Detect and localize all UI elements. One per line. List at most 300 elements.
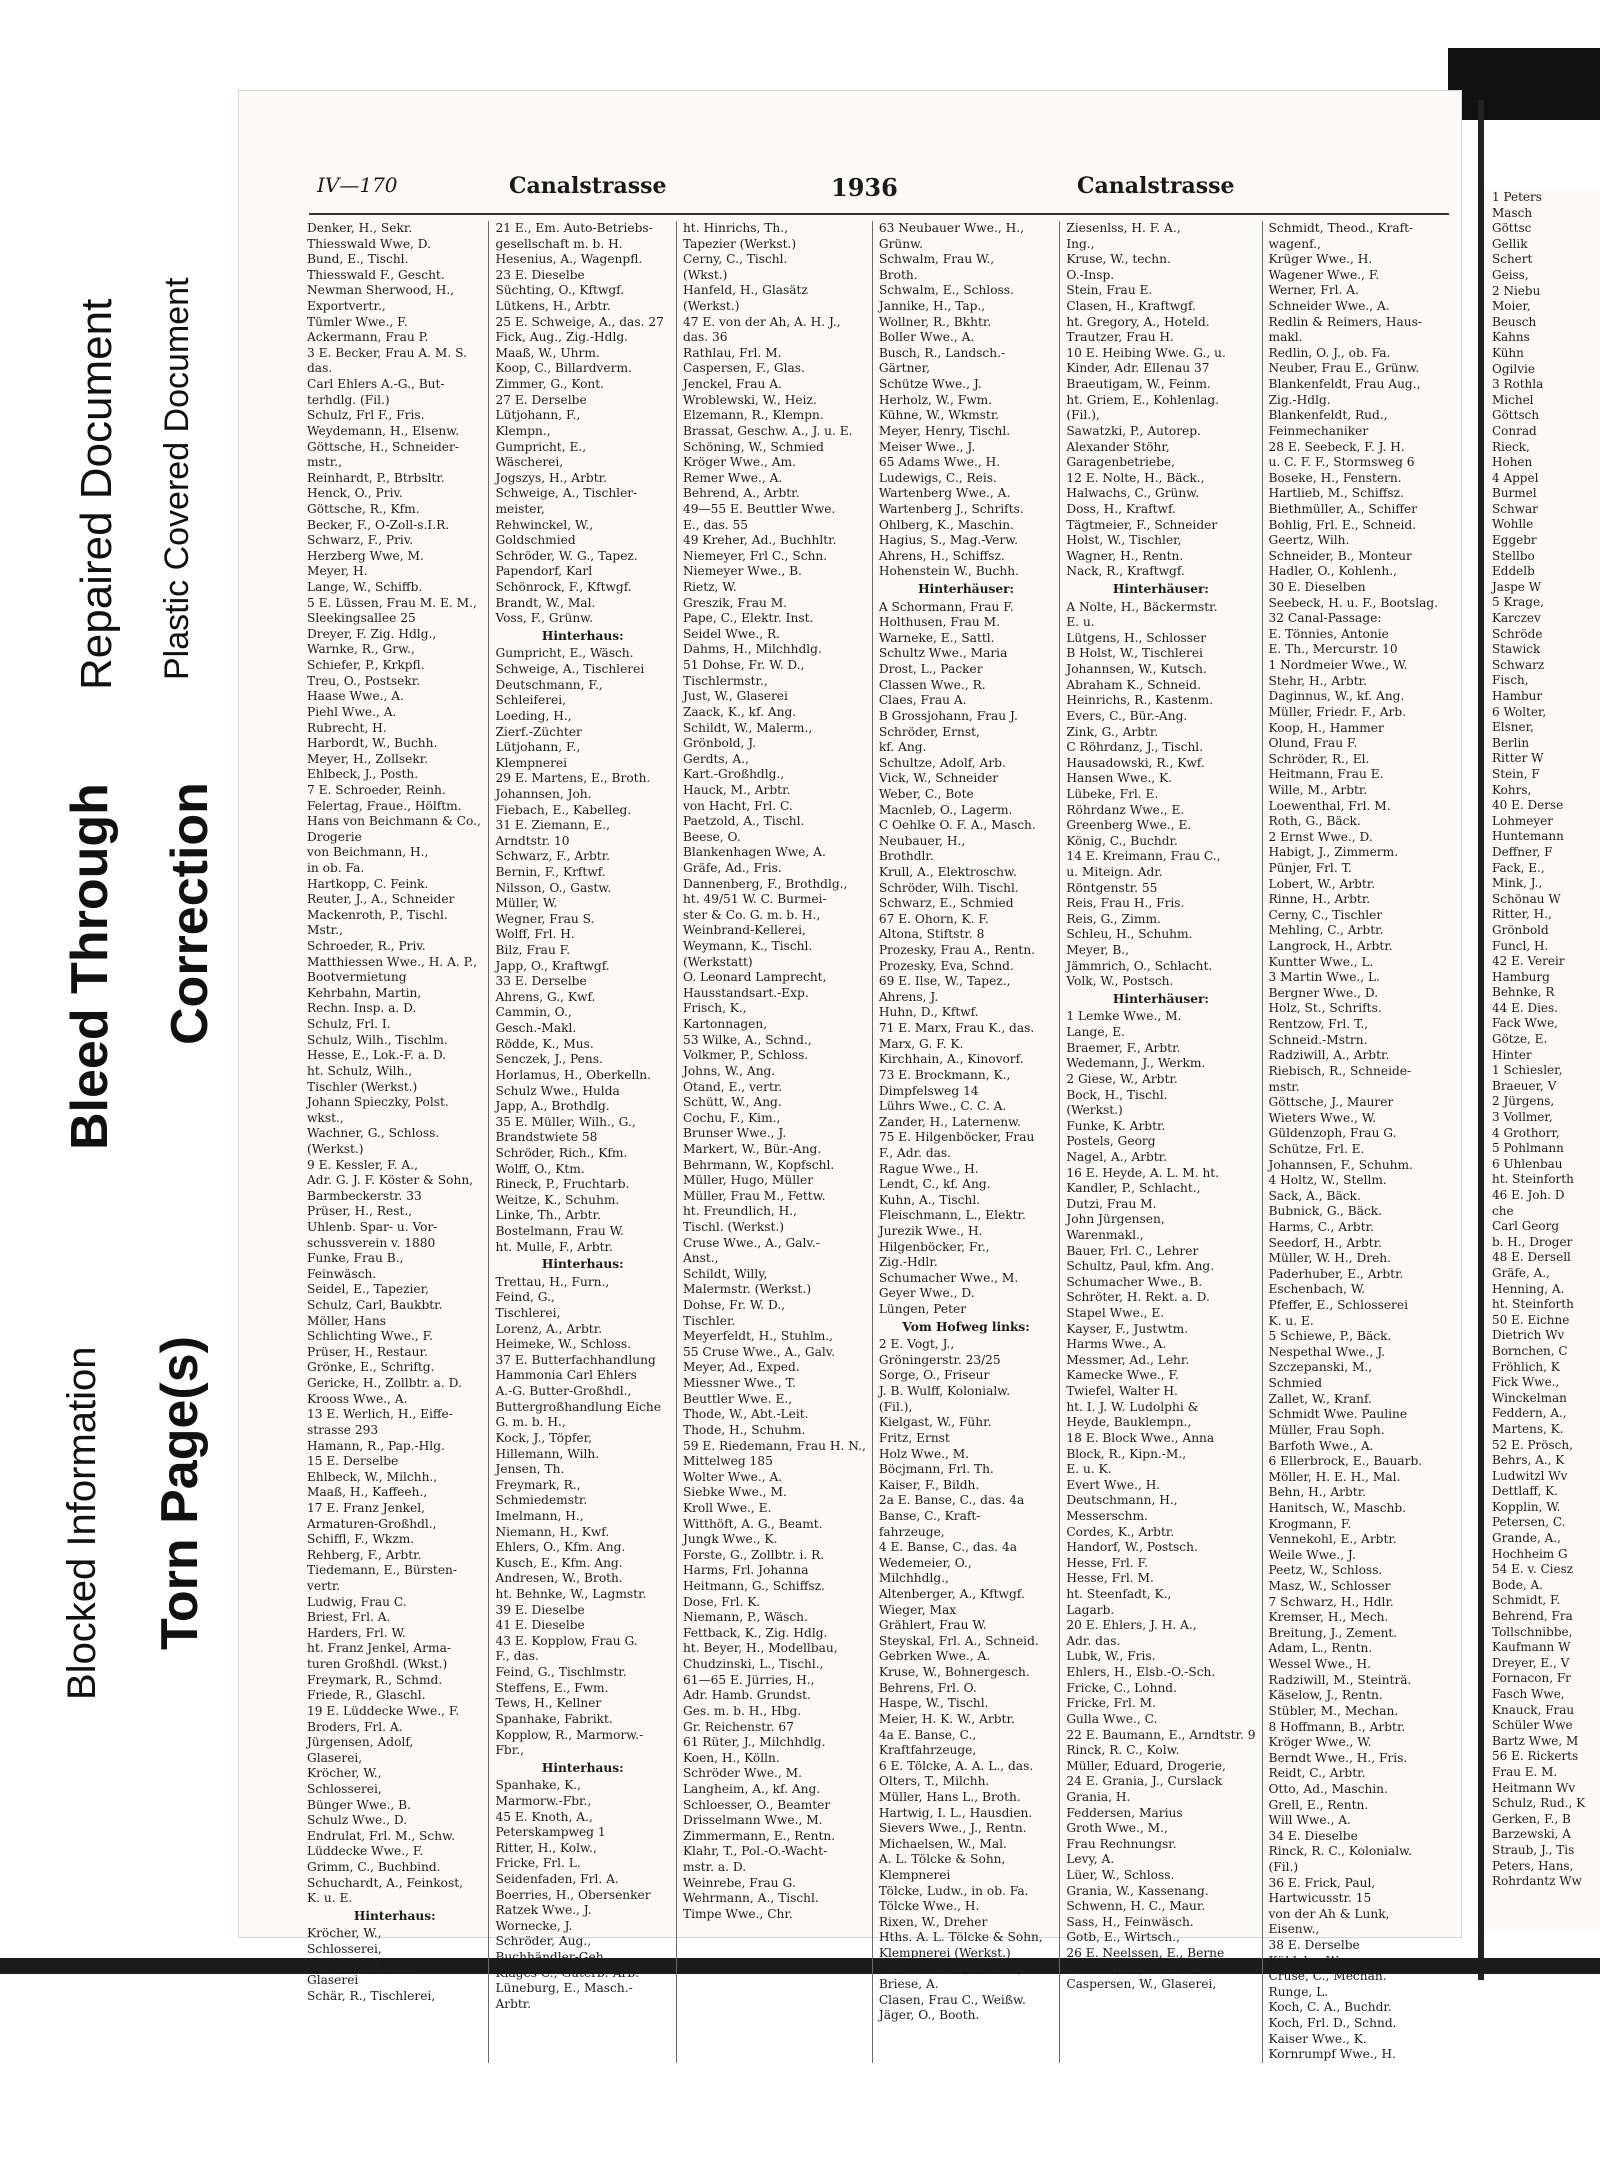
directory-entry: 22 E. Baumann, E., Arndtstr. 9 [1066,1727,1256,1742]
directory-entry: Ahrens, H., Schiffsz. [878,548,1005,563]
directory-entry: Hartkopp, C. Feink. [307,876,429,891]
adjacent-page-entry: Göttsch [1492,408,1540,423]
directory-entry: ster & Co. G. m. b. H., [682,907,821,922]
directory-entry: Klempn., [495,423,551,438]
adjacent-page-entry: Masch [1492,205,1533,220]
directory-entry: Tews, H., Kellner [495,1696,602,1711]
directory-entry: O. Leonard Lamprecht, [682,970,827,985]
directory-entry: Abraham K., Schneid. [1066,677,1201,692]
adjacent-page-entry: 4 Grothorr, [1492,1125,1560,1140]
directory-entry: Holz Wwe., M. [878,1446,970,1461]
directory-entry: Jenckel, Frau A. [682,377,782,392]
directory-entry: mstr., [307,455,342,470]
adjacent-page-entry: 2 Jürgens, [1492,1094,1555,1109]
adjacent-page-entry: Schwarz [1492,657,1545,672]
directory-entry: Hansen Wwe., K. [1066,771,1173,786]
directory-entry: Rubrecht, H. [307,720,387,735]
directory-entry: Wartenberg J., Schrifts. [878,501,1024,516]
adjacent-page-entry: Schönau W [1492,891,1561,906]
directory-entry: Käselow, J., Rentn. [1268,1688,1383,1703]
directory-entry: 3 E. Becker, Frau A. M. S. [307,345,467,360]
directory-entry: Busch, R., Landsch.- [878,345,1006,360]
directory-entry: Spanhake, K., [495,1778,582,1793]
directory-entry: 30 E. Dieselben [1268,580,1366,595]
directory-entry: 19 E. Lüddecke Wwe., F. [307,1703,460,1718]
directory-entry: Seidel Wwe., R. [682,626,781,641]
directory-entry: Lübeke, Frl. E. [1066,786,1159,801]
adjacent-page-entry: Fack, E., [1492,860,1545,875]
directory-entry: Langheim, A., kf. Ang. [682,1781,821,1796]
directory-entry: Andresen, W., Broth. [495,1571,623,1586]
directory-entry: Jensen, Th. [495,1462,565,1477]
directory-entry: Hanitsch, W., Maschb. [1268,1500,1407,1515]
directory-entry: Schneider Wwe., A. [1268,299,1390,314]
directory-entry: Steffens, E., Fwm. [495,1680,609,1695]
directory-entry: Geyer Wwe., D. [878,1286,975,1301]
directory-entry: Hadler, O., Kohlenh., [1268,564,1397,579]
street-name-left: Canalstrasse [509,173,667,199]
directory-entry: Hesse, E., Lok.-F. a. D. [307,1048,447,1063]
directory-entry: Müller, Friedr. F., Arb. [1268,704,1406,719]
directory-entry: Hagius, S., Mag.-Verw. [878,533,1019,548]
adjacent-page-entry: Winckelman [1492,1390,1567,1405]
adjacent-page-entry: Eggebr [1492,533,1537,548]
directory-entry: Sleekingsallee 25 [307,611,416,626]
directory-entry: Olters, T., Milchh. [878,1774,990,1789]
directory-entry: Imelmann, H., [495,1508,584,1523]
directory-entry: Volkmer, P., Schloss. [682,1048,809,1063]
directory-entry: Gotb, E., Wirtsch., [1066,1930,1180,1945]
directory-entry: Cochu, F., Kim., [682,1110,781,1125]
directory-entry: ht. Freundlich, H., [682,1204,798,1219]
directory-entry: Hinterhaus: [353,1908,436,1923]
directory-entry: Ing., [1066,236,1095,251]
directory-entry: Redlin & Reimers, Haus- [1268,314,1422,329]
directory-entry: Hesse, Frl. M. [1066,1571,1154,1586]
adjacent-page-entry: Berlin [1492,735,1530,750]
directory-entry: Nespethal Wwe., J. [1268,1344,1386,1359]
directory-entry: Warneke, E., Sattl. [878,630,995,645]
directory-entry: Süchting, O., Kftwgf. [495,283,625,298]
directory-entry: Müller, Hugo, Müller [682,1173,814,1188]
directory-entry: turen Großhdl. (Wkst.) [307,1657,448,1672]
directory-entry: Fricke, Frl. M. [1066,1696,1156,1711]
directory-entry: Grania, H. [1066,1789,1131,1804]
directory-entry: K. u. E. [307,1891,353,1906]
directory-entry: 65 Adams Wwe., H. [878,455,1001,470]
directory-entry: Ahrens, G., Kwf. [495,989,596,1004]
directory-entry: 3 Martin Wwe., L. [1268,970,1380,985]
directory-entry: 49 Kreher, Ad., Buchhltr. [682,533,837,548]
page-header [239,173,1461,207]
scanner-border-top [1448,48,1600,120]
directory-entry: Hohenstein W., Buchh. [878,564,1019,579]
directory-column [301,221,488,2063]
directory-entry: Seedorf, H., Arbtr. [1268,1235,1383,1250]
directory-entry: Timpe Wwe., Chr. [682,1906,793,1921]
directory-entry: Gr. Reichenstr. 67 [682,1719,794,1734]
directory-entry: Göttsche, H., Schneider- [307,439,459,454]
directory-entry: Neuber, Frau E., Grünw. [1268,361,1420,376]
directory-entry: Harms, Frl. Johanna [682,1563,809,1578]
directory-entry: Schulz, Wilh., Tischlm. [307,1032,448,1047]
directory-entry: Ehlbeck, W., Milchh., [307,1469,438,1484]
directory-entry: 12 E. Nolte, H., Bäck., [1066,470,1205,485]
directory-entry: Levy, A. [1066,1852,1115,1867]
directory-entry: Kusch, E., Kfm. Ang. [495,1555,623,1570]
directory-entry: Feind, G., Tischlmstr. [495,1665,627,1680]
directory-entry: Bund, E., Tischl. [307,252,409,267]
directory-entry: Heyde, Bauklempn., [1066,1415,1192,1430]
directory-entry: Zaack, K., kf. Ang. [682,704,797,719]
directory-entry: Wedemeier, O., [878,1555,972,1570]
adjacent-page-entry: Grönbold [1492,922,1549,937]
directory-entry: Schwarz, F., Arbtr. [495,849,611,864]
directory-entry: Ratzek Wwe., J. [495,1903,592,1918]
directory-entry: Bilz, Frau F. [495,943,571,958]
directory-entry: Dose, Frl. K. [682,1594,761,1609]
directory-entry: Sawatzki, P., Autorep. [1066,423,1201,438]
directory-entry: Lüneburg, E., Masch.- [495,1981,633,1996]
directory-entry: Trettau, H., Furn., [495,1274,610,1289]
adjacent-page-entry: Carl Georg [1492,1219,1560,1234]
adjacent-page-entry: Schulz, Rud., K [1492,1796,1586,1811]
directory-entry: Will Wwe., A. [1268,1813,1351,1828]
directory-entry: J. B. Wulff, Kolonialw. [878,1384,1011,1399]
directory-entry: B Holst, W., Tischlerei [1066,646,1203,661]
directory-entry: Zink, G., Arbtr. [1066,724,1159,739]
adjacent-page-entry: Beusch [1492,314,1537,329]
directory-entry: Wagener Wwe., F. [1268,267,1380,282]
directory-entry: Zimmer, G., Kont. [495,377,605,392]
adjacent-page-entry: Kohrs, [1492,782,1532,797]
directory-entry: 7 Schwarz, H., Hdlr. [1268,1594,1394,1609]
adjacent-page-entry: Rieck, [1492,439,1530,454]
adjacent-page-entry: Behrend, Fra [1492,1609,1573,1624]
directory-entry: (Fil.), [878,1399,913,1414]
directory-entry: Schär, R., Tischlerei, [307,1988,436,2003]
directory-entry: makl. [1268,330,1303,345]
directory-entry: F., das. [495,1649,539,1664]
directory-entry: Klahr, T., Pol.-O.-Wacht- [682,1844,828,1859]
directory-entry: Lütgens, H., Schlosser [1066,630,1207,645]
directory-entry: Ehlbeck, J., Posth. [307,767,419,782]
directory-entry: Rentzow, Frl. T., [1268,1017,1369,1032]
directory-entry: Prozesky, Eva, Schnd. [878,958,1014,973]
directory-entry: 9 E. Kessler, F. A., [307,1157,418,1172]
adjacent-page-entry: Gräfe, A., [1492,1265,1550,1280]
directory-entry: 18 E. Block Wwe., Anna [1066,1430,1215,1445]
directory-entry: Thiesswald F., Gescht. [307,267,445,282]
adjacent-page-entry: Heitmann Wv [1492,1780,1576,1795]
adjacent-page-entry: Bornchen, C [1492,1343,1568,1358]
adjacent-page-entry: Schüler Wwe [1492,1718,1573,1733]
directory-entry: Göttsche, R., Kfm. [307,501,420,516]
directory-entry: Meyer, B., [1066,943,1130,958]
directory-entry: Eschenbach, W. [1268,1282,1366,1297]
directory-entry: Meiser Wwe., J. [878,439,976,454]
directory-entry: Gärtner, [878,361,930,376]
label-blocked-information: Blocked Information [60,1346,104,1700]
adjacent-page-entry: 48 E. Dersell [1492,1250,1571,1265]
directory-entry: Biethmüller, A., Schiffer [1268,501,1418,516]
directory-entry: Fleischmann, L., Elektr. [878,1208,1026,1223]
directory-entry: Blankenfeldt, Frau Aug., [1268,377,1421,392]
directory-entry: 5 E. Lüssen, Frau M. E. M., [307,595,477,610]
directory-entry: Lorenz, A., Arbtr. [495,1321,603,1336]
directory-entry: B Grossjohann, Frau J. [878,708,1018,723]
page-number: IV—170 [317,173,398,197]
directory-entry: Kehrbahn, Martin, [307,985,422,1000]
directory-entry: Rathlau, Frl. M. [682,345,782,360]
directory-entry: 4 E. Banse, C., das. 4a [878,1540,1018,1555]
directory-entry: Schröder, Aug., [495,1934,592,1949]
directory-entry: Hans von Beichmann & Co., [307,814,481,829]
directory-entry: Meyer, H., Zollsekr. [307,751,429,766]
directory-entry: Ehlers, H., Elsb.-O.-Sch. [1066,1665,1216,1680]
directory-entry: Bubnick, G., Bäck. [1268,1204,1383,1219]
directory-entry: 14 E. Kreimann, Frau C., [1066,849,1221,864]
directory-entry: Cerny, C., Tischler [1268,907,1383,922]
directory-entry: Schwenn, H. C., Maur. [1066,1899,1206,1914]
directory-entry: Stapel Wwe., E. [1066,1306,1165,1321]
directory-column [1262,221,1449,2063]
directory-entry: Exportvertr., [307,299,386,314]
directory-entry: Loewenthal, Frl. M. [1268,798,1391,813]
directory-entry: Schmied [1268,1376,1323,1391]
directory-entry: Schlosserei, [307,1781,382,1796]
directory-entry: Schweige, A., Tischlerei [495,662,645,677]
directory-entry: König, C., Buchdr. [1066,833,1178,848]
directory-entry: Prüser, H., Restaur. [307,1344,428,1359]
directory-entry: Schumacher Wwe., B. [1066,1274,1203,1289]
directory-entry: Schweige, A., Tischler- [495,486,638,501]
directory-entry: Schütze Wwe., J. [878,377,982,392]
directory-entry: Müller, Frau Soph. [1268,1422,1385,1437]
directory-entry: Müller, W. H., Dreh. [1268,1251,1392,1266]
directory-entry: Schwarz, E., Schmied [878,896,1014,911]
directory-entry: Adr. Hamb. Grundst. [682,1688,811,1703]
directory-entry: Kruse, W., Bohnergesch. [878,1665,1030,1680]
adjacent-page-entry: Dreyer, E., V [1492,1655,1570,1670]
directory-entry: Runge, L. [1268,1984,1329,1999]
directory-entry: Handorf, W., Postsch. [1066,1540,1198,1555]
directory-entry: Hartwicusstr. 15 [1268,1891,1372,1906]
directory-entry: Behrend, A., Arbtr. [682,486,800,501]
directory-entry: Rinck, R. C., Kolonialw. [1268,1844,1412,1859]
directory-entry: Brassat, Geschw. A., J. u. E. [682,423,853,438]
adjacent-page-entry: Hambur [1492,689,1543,703]
directory-entry: Kaiser, F., Bildh. [878,1477,980,1492]
directory-entry: Schwalm, Frau W., [878,252,995,267]
adjacent-page-entry: 54 E. v. Ciesz [1492,1562,1574,1577]
directory-entry: Vick, W., Schneider [878,771,999,786]
directory-entry: Kremser, H., Mech. [1268,1610,1389,1625]
directory-entry: Schröter, H. Rekt. a. D. [1066,1290,1210,1305]
directory-entry: Schulz Wwe., Hulda [495,1083,620,1098]
directory-entry: 20 E. Ehlers, J. H. A., [1066,1618,1197,1633]
directory-entry: 27 E. Derselbe [495,392,587,407]
directory-entry: John Jürgensen, [1066,1212,1165,1227]
directory-entry: Güldenzoph, Frau G. [1268,1126,1397,1141]
directory-entry: Rixen, W., Dreher [878,1914,988,1929]
directory-entry: Macnleb, O., Lagerm. [878,802,1013,817]
directory-entry: Pünjer, Frl. T. [1268,860,1352,875]
directory-entry: Müller, Hans L., Broth. [878,1789,1021,1804]
directory-entry: 71 E. Marx, Frau K., das. [878,1021,1035,1036]
directory-entry: 39 E. Dieselbe [495,1602,585,1617]
directory-entry: Chudzinski, L., Tischl., [682,1657,824,1672]
directory-entry: E., das. 55 [682,517,749,532]
directory-entry: ht. Gregory, A., Hoteld. [1066,314,1210,329]
directory-entry: Schroeder, R., Priv. [307,939,426,954]
directory-entry: 8 E. Ziesenlss, H. F. A., das. [878,1961,1051,1976]
directory-entry: Lagarb. [1066,1602,1115,1617]
directory-entry: Gerdts, A., [682,751,749,766]
directory-entry: Huhn, D., Kftwf. [878,1005,979,1020]
directory-entry: Schröder, R., El. [1268,751,1370,766]
directory-entry: Paderhuber, E., Arbtr. [1268,1266,1404,1281]
directory-entry: 4a E. Banse, C., [878,1727,977,1742]
directory-entry: Tischler. [682,1313,736,1328]
directory-entry: Treu, O., Postsekr. [307,673,421,688]
directory-entry: Zig.-Hdlg. [1268,392,1331,407]
directory-entry: ht. Steenfadt, K., [1066,1587,1172,1602]
adjacent-page-entry: Martens, K. [1492,1421,1564,1436]
directory-entry: 28 E. Seebeck, F. J. H. [1268,439,1405,454]
adjacent-page-entry: Ritter W [1492,751,1544,766]
directory-entry: Wachner, G., Schloss. [307,1126,440,1141]
directory-entry: Langrock, H., Arbtr. [1268,939,1393,954]
directory-entry: Boseke, H., Fenstern. [1268,470,1402,485]
directory-entry: Jürgensen, Adolf, [307,1957,414,1972]
directory-entry: Brandt, W., Mal. [495,595,596,610]
directory-entry: 59 E. Riedemann, Frau H. N., [682,1438,866,1453]
directory-entry: Senczek, J., Pens. [495,1052,603,1067]
adjacent-page-entry: 40 E. Derse [1492,798,1564,813]
directory-entry: 21 E., Em. Auto-Betriebs- [495,221,653,235]
directory-entry: 61 Rüter, J., Milchhdlg. [682,1735,826,1750]
label-repaired-document: Repaired Document [72,298,121,690]
directory-entry: Steyskal, Frl. A., Schneid. [878,1633,1039,1648]
directory-entry: Bohlig, Frl. E., Schneid. [1268,517,1417,532]
directory-entry: Zierf.-Züchter [495,724,582,739]
directory-entry: von Beichmann, H., [307,845,429,860]
directory-entry: Mackenroth, P., Tischl. [307,907,448,922]
directory-entry: Trautzer, Frau H. [1066,330,1174,345]
adjacent-page-entry: Behnke, R [1492,985,1555,1000]
directory-entry: Rechn. Insp. a. D. [307,1001,417,1016]
directory-entry: 17 E. Franz Jenkel, [307,1500,426,1515]
directory-entry: 73 E. Brockmann, K., [878,1067,1011,1082]
directory-entry: Kuhn, A., Tischl. [878,1192,981,1207]
directory-entry: Tümler Wwe., F. [307,314,408,329]
directory-entry: Lüddecke Wwe., F. [307,1844,424,1859]
directory-entry: O.-Insp. [1066,267,1115,282]
directory-entry: (Werkst.) [1066,1103,1123,1118]
directory-entry: Bauer, Frl. C., Lehrer [1066,1243,1199,1258]
directory-entry: Meyerfeldt, H., Stuhlm., [682,1329,834,1344]
directory-entry: Dohse, Fr. W. D., [682,1298,786,1313]
directory-entry: Weinbrand-Kellerei, [682,923,806,938]
directory-entry: Markert, W., Bür.-Ang. [682,1141,822,1156]
directory-entry: Ludwig, Frau C. [307,1594,407,1609]
directory-entry: F., Adr. das. [878,1145,952,1160]
directory-entry: ht. Beyer, H., Modellbau, [682,1641,838,1656]
directory-entry: E. Th., Mercurstr. 10 [1268,642,1398,657]
directory-entry: Maaß, W., Uhrm. [495,345,600,360]
adjacent-page-entry: Feddern, A., [1492,1406,1567,1421]
directory-entry: u. Miteign. Adr. [1066,864,1163,879]
adjacent-page-entry: Michel [1492,392,1534,407]
directory-entry: Gumpricht, E., Wäsch. [495,646,634,661]
directory-entry: Warenmakl., [1066,1228,1144,1242]
directory-entry: Ziesenlss, H. F. A., [1066,221,1181,235]
adjacent-page-entry: 2 Niebu [1492,283,1541,298]
directory-entry: Jungk Wwe., K. [682,1532,778,1547]
directory-entry: Kornrumpf Wwe., H. [1268,2047,1397,2062]
directory-entry: Kartonnagen, [682,1017,768,1032]
directory-entry: Newman Sherwood, H., [307,283,455,298]
directory-entry: Szczepanski, M., [1268,1360,1373,1375]
label-torn-pages: Torn Page(s) [151,1336,209,1650]
directory-entry: Wollner, R., Bkhtr. [878,314,992,329]
directory-entry: Hartlieb, M., Schiffsz. [1268,486,1404,501]
adjacent-page-entry: Elsner, [1492,720,1534,735]
directory-entry: fahrzeuge, [878,1524,945,1539]
directory-entry: Freymark, R., [495,1477,581,1492]
directory-entry: Tischl. (Werkst.) [682,1220,785,1234]
header-rule [309,213,1449,215]
directory-entry: Wornecke, J. [495,1918,573,1933]
directory-entry: 51 Dohse, Fr. W. D., [682,658,805,673]
directory-entry: Banse, C., Kraft- [878,1508,981,1523]
directory-entry: ht. Franz Jenkel, Arma- [307,1641,451,1656]
directory-entry: 53 Wilke, A., Schnd., [682,1032,812,1047]
directory-entry: Prozesky, Frau A., Rentn. [878,943,1036,958]
directory-entry: Johns, W., Ang. [682,1063,776,1078]
directory-column [676,221,872,2063]
directory-entry: Schöning, W., Schmied [682,439,824,454]
adjacent-page-entry: b. H., Droger [1492,1234,1573,1249]
directory-entry: Heitmann, Frau E. [1268,767,1384,782]
directory-entry: Harders, Frl. W. [307,1625,406,1640]
directory-column [872,221,1059,2063]
directory-entry: Arndtstr. 10 [495,833,570,848]
directory-entry: Kayser, F., Justwtm. [1066,1321,1189,1336]
directory-entry: Schwarz, F., Priv. [307,533,414,548]
directory-entry: 2 E. Vogt, J., [878,1337,955,1352]
directory-entry: 13 E. Werlich, H., Eiffe- [307,1407,453,1422]
directory-entry: Matthiessen Wwe., H. A. P., [307,954,478,969]
directory-entry: Schmidt, Theod., Kraft- [1268,221,1414,235]
directory-entry: 47 E. von der Ah, A. H. J., [682,314,841,329]
directory-entry: Rinne, H., Arbtr. [1268,892,1371,907]
directory-entry: Henck, O., Priv. [307,486,403,501]
directory-entry: Endrulat, Frl. M., Schw. [307,1828,455,1843]
directory-entry: Marmorw.-Fbr., [495,1793,592,1808]
directory-entry: Koen, H., Kölln. [682,1750,780,1765]
directory-entry: Schröder Wwe., M. [682,1766,803,1781]
directory-entry: Kock, J., Töpfer, [495,1430,592,1445]
directory-entry: Adam, L., Rentn. [1268,1641,1373,1656]
directory-entry: Wehrmann, A., Tischl. [682,1891,819,1906]
directory-entry: Jannike, H., Tap., [878,299,986,314]
directory-entry: Klempnerei [878,1867,951,1882]
directory-entry: Kroll Wwe., E. [682,1500,772,1515]
directory-entry: Möller, Hans [307,1313,387,1328]
directory-entry: Vom Hofweg links: [902,1319,1030,1334]
